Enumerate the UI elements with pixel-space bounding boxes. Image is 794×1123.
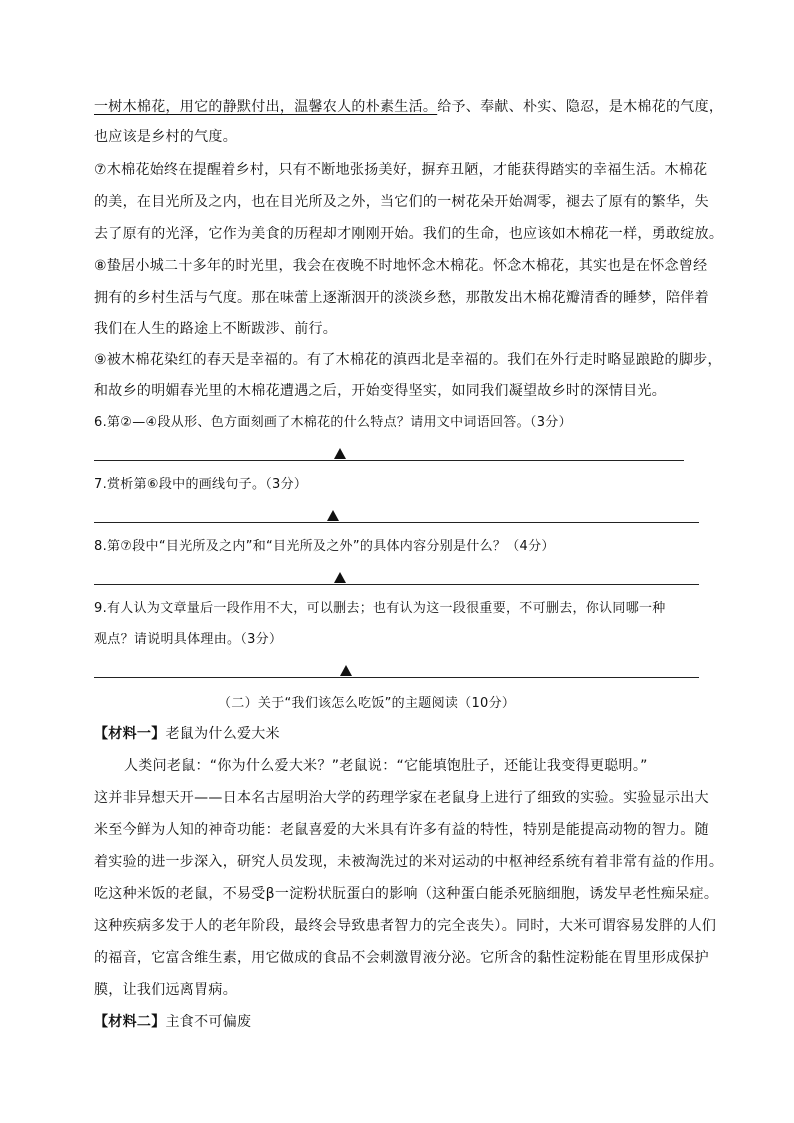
material-1-heading: [94, 724, 280, 744]
material-1-line-7: 的福音，它富含维生素，用它做成的食品不会刺激胃液分泌。它所含的黏性淀粉能在胃里形成保护: [94, 950, 709, 966]
material-1-line-4: 着实验的进一步深入，研究人员发现，未被淘洗过的米对运动的中枢神经系统有着非常有益的作用。: [94, 854, 724, 870]
material-1-line-1: 人类问老鼠：“你为什么爱大米？”老鼠说：“它能填饱肚子，还能让我变得更聪明。”: [124, 758, 648, 774]
answer-marker: [327, 510, 339, 521]
material-title: 主食不可偏废: [165, 1014, 252, 1030]
paragraph-7-line-1: ⑦木棉花始终在提醒着乡村，只有不断地张扬美好，摒弃丑陋，才能获得踏实的幸福生活。木棉花: [94, 162, 708, 178]
paragraph-9-line-1: ⑨被木棉花染红的春天是幸福的。有了木棉花的滇西北是幸福的。我们在外行走时略显踉跄的脚步，: [94, 352, 722, 368]
material-1-line-5: 吃这种米饭的老鼠，不易受β一淀粉状朊蛋白的影响（这种蛋白能杀死脑细胞，诱发早老性痴呆症。: [94, 886, 719, 902]
paragraph-8-line-2: 拥有的乡村生活与气度。那在味蕾上逐渐洇开的淡淡乡愁，那散发出木棉花瓣清香的睡梦，陪伴着: [94, 290, 709, 306]
paragraph-7-line-3: 去了原有的光泽，它作为美食的历程却才刚刚开始。我们的生命，也应该如木棉花一样，勇敢绽放。: [94, 226, 724, 242]
paragraph-8-line-1: ⑧蛰居小城二十多年的时光里，我会在夜晚不时地怀念木棉花。怀念木棉花，其实也是在怀念曾经: [94, 258, 708, 274]
paragraph-6-line-1: [94, 97, 723, 117]
section-title: （二）关于“我们该怎么吃饭”的主题阅读（10分）: [218, 696, 516, 711]
question-8: 8.第⑦段中“目光所及之内”和“目光所及之外”的具体内容分别是什么？（4分）: [94, 539, 555, 554]
material-2-heading: [94, 1012, 251, 1032]
answer-line-8[interactable]: [94, 584, 699, 585]
question-9-line-1: 9.有人认为文章量后一段作用不大，可以删去；也有认为这一段很重要，不可删去，你认同哪一种: [94, 601, 666, 616]
paragraph-7-line-2: 的美，在目光所及之内，也在目光所及之外，当它们的一树花朵开始凋零，褪去了原有的繁华，失: [94, 194, 709, 210]
material-label: 【材料二】: [94, 1014, 166, 1030]
question-6: 6.第②—④段从形、色方面刻画了木棉花的什么特点？请用文中词语回答。（3分）: [94, 415, 572, 430]
answer-marker: [334, 448, 346, 459]
question-7: 7.赏析第⑥段中的画线句子。（3分）: [94, 477, 308, 492]
material-1-line-2: 这并非异想天开——日本名古屋明治大学的药理学家在老鼠身上进行了细致的实验。实验显示出大: [94, 790, 709, 806]
paragraph-8-line-3: 我们在人生的路途上不断跋涉、前行。: [94, 321, 338, 337]
paragraph-6-line-2: 也应该是乡村的气度。: [94, 129, 237, 145]
answer-marker: [334, 572, 346, 583]
material-1-line-3: 米至今鲜为人知的神奇功能：老鼠喜爱的大米具有许多有益的特性，特别是能提高动物的智力。随: [94, 822, 709, 838]
question-9-line-2: 观点？请说明具体理由。（3分）: [94, 632, 283, 647]
material-1-line-8: 膜，让我们远离胃病。: [94, 982, 237, 998]
paragraph-text: 给予、奉献、朴实、隐忍，是木棉花的气度，: [437, 99, 724, 115]
paragraph-9-line-2: 和故乡的明媚春光里的木棉花遭遇之后，开始变得坚实，如同我们凝望故乡时的深情目光。: [94, 383, 666, 399]
answer-line-7[interactable]: [94, 522, 699, 523]
material-1-line-6: 这种疾病多发于人的老年阶段，最终会导致患者智力的完全丧失）。同时，大米可谓容易发胖的人们: [94, 918, 717, 934]
answer-line-6[interactable]: [94, 460, 684, 461]
underlined-sentence: 一树木棉花，用它的静默付出，温馨农人的朴素生活。: [94, 99, 438, 115]
answer-line-9[interactable]: [94, 677, 699, 678]
answer-marker: [340, 665, 352, 676]
material-label: 【材料一】: [94, 726, 166, 742]
material-title: 老鼠为什么爱大米: [165, 726, 280, 742]
